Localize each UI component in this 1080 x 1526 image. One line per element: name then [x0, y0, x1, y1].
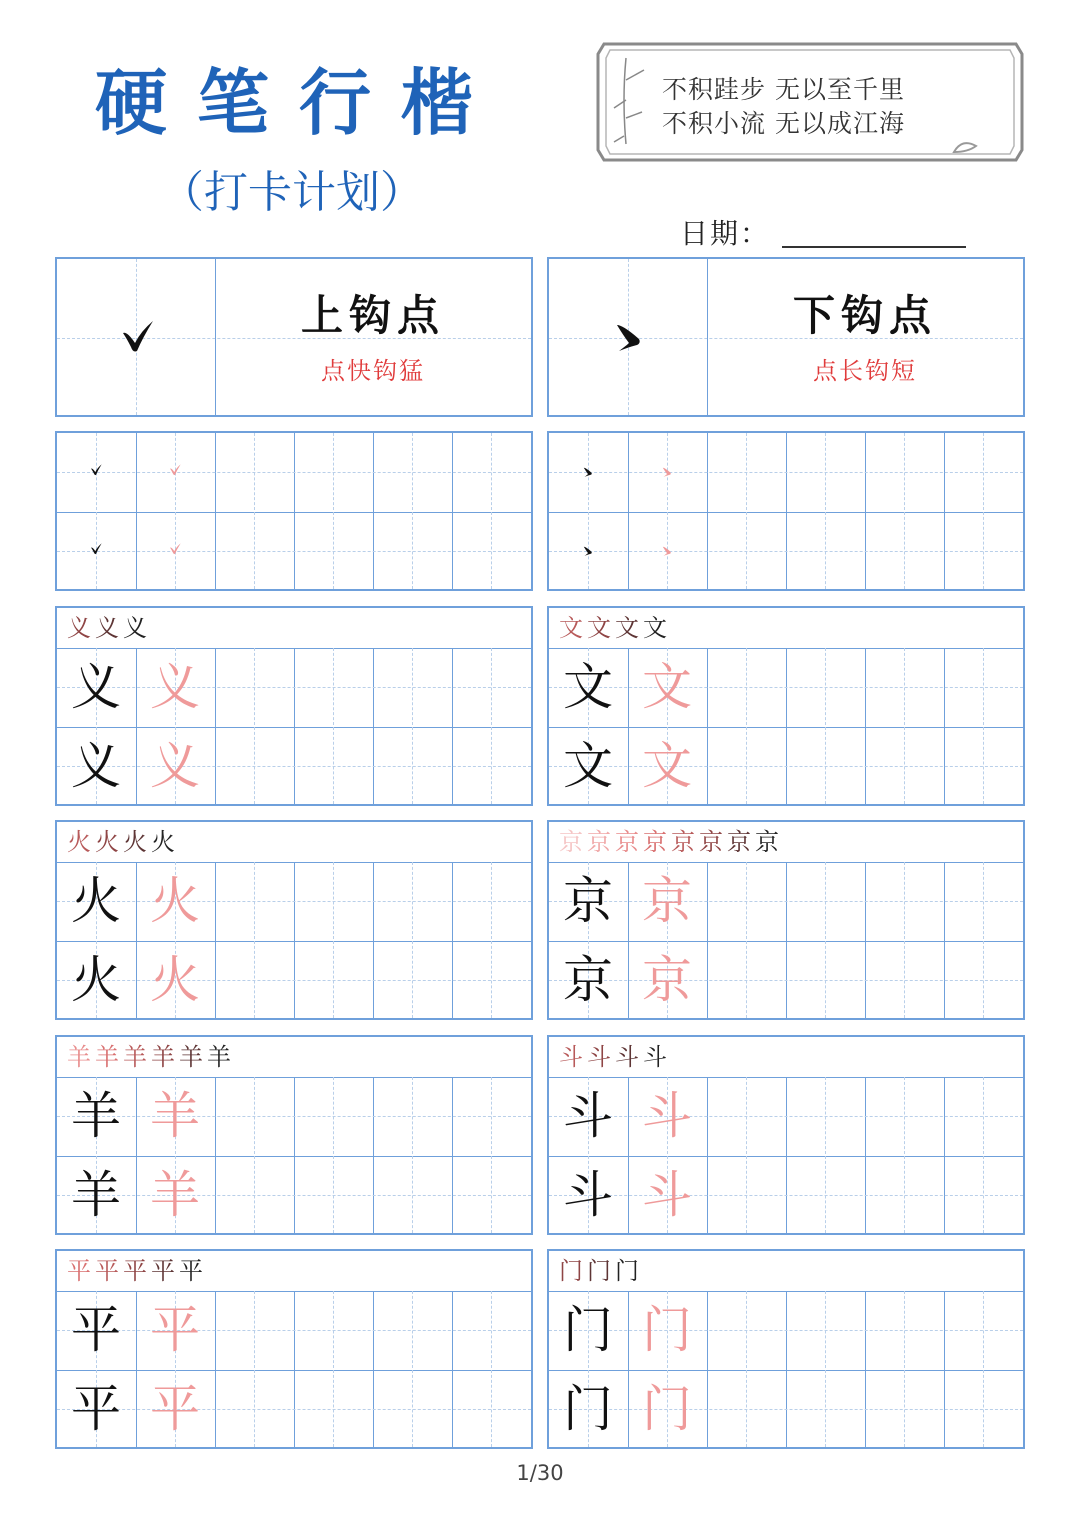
stroke-order-step: 羊: [151, 1043, 175, 1071]
model-character: 斗: [563, 1166, 613, 1224]
character-panel[interactable]: [547, 820, 1025, 1020]
stroke-order-step: 京: [699, 828, 723, 856]
downward-hook-dot-icon: [581, 544, 595, 558]
character-panel[interactable]: [55, 1035, 533, 1235]
downward-hook-dot-icon: [660, 465, 674, 479]
stroke-order-step: 平: [151, 1257, 175, 1285]
stroke-order-step: 京: [643, 828, 667, 856]
stroke-tip: 点长钩短: [813, 357, 917, 385]
model-character: 羊: [71, 1087, 121, 1145]
stroke-order-step: 斗: [587, 1043, 611, 1071]
stroke-order-step: 京: [755, 828, 779, 856]
trace-character[interactable]: 义: [150, 658, 200, 716]
stroke-order-step: 斗: [615, 1043, 639, 1071]
trace-character[interactable]: 京: [642, 872, 692, 930]
stroke-order-step: 义: [123, 614, 147, 642]
trace-character[interactable]: 平: [150, 1301, 200, 1359]
trace-character[interactable]: 火: [150, 951, 200, 1009]
stroke-order-sequence: [559, 1255, 643, 1287]
trace-character[interactable]: 门: [642, 1380, 692, 1438]
trace-character[interactable]: 京: [642, 951, 692, 1009]
page-subtitle: （打卡计划）: [160, 167, 424, 218]
model-character: 门: [563, 1380, 613, 1438]
character-panel[interactable]: [547, 1035, 1025, 1235]
model-character: 京: [563, 872, 613, 930]
model-character: 京: [563, 951, 613, 1009]
page-title: 硬笔行楷: [95, 60, 504, 145]
stroke-order-sequence: [67, 1255, 207, 1287]
model-character: 火: [71, 872, 121, 930]
trace-character[interactable]: 斗: [642, 1166, 692, 1224]
stroke-order-sequence: [67, 1041, 235, 1073]
quote-line-2: 不积小流 无以成江海: [662, 109, 905, 138]
stroke-order-step: 火: [95, 828, 119, 856]
trace-character[interactable]: 火: [150, 872, 200, 930]
trace-character[interactable]: 门: [642, 1301, 692, 1359]
stroke-order-step: 文: [587, 614, 611, 642]
model-character: 平: [71, 1380, 121, 1438]
stroke-order-step: 平: [95, 1257, 119, 1285]
stroke-practice-grid-right[interactable]: [547, 431, 1025, 591]
downward-hook-dot-icon: [581, 465, 595, 479]
trace-character[interactable]: 羊: [150, 1166, 200, 1224]
stroke-order-sequence: [559, 612, 671, 644]
downward-hook-dot-icon: [660, 544, 674, 558]
character-panel[interactable]: [547, 1249, 1025, 1449]
trace-character[interactable]: 羊: [150, 1087, 200, 1145]
stroke-order-step: 文: [615, 614, 639, 642]
model-character: 文: [563, 737, 613, 795]
trace-character[interactable]: 文: [642, 737, 692, 795]
model-character: 义: [71, 658, 121, 716]
character-panel[interactable]: [55, 606, 533, 806]
stroke-order-step: 火: [67, 828, 91, 856]
page-number: 1/30: [516, 1461, 564, 1485]
stroke-order-step: 京: [559, 828, 583, 856]
date-input-line[interactable]: [782, 246, 966, 248]
stroke-order-step: 火: [123, 828, 147, 856]
stroke-order-step: 门: [615, 1257, 639, 1285]
stroke-order-step: 京: [587, 828, 611, 856]
stroke-order-step: 京: [615, 828, 639, 856]
stroke-order-step: 斗: [559, 1043, 583, 1071]
stroke-order-step: 羊: [123, 1043, 147, 1071]
model-character: 文: [563, 658, 613, 716]
quote-line-1: 不积跬步 无以至千里: [662, 75, 905, 104]
stroke-order-sequence: [67, 612, 151, 644]
character-panel[interactable]: [55, 1249, 533, 1449]
stroke-practice-grid-left[interactable]: [55, 431, 533, 591]
stroke-order-step: 斗: [643, 1043, 667, 1071]
model-character: 义: [71, 737, 121, 795]
model-character: 斗: [563, 1087, 613, 1145]
date-label: 日期：: [680, 217, 771, 250]
stroke-name: 下钩点: [792, 291, 937, 340]
stroke-order-step: 门: [559, 1257, 583, 1285]
character-panel[interactable]: [547, 606, 1025, 806]
model-character: 平: [71, 1301, 121, 1359]
stroke-order-sequence: [559, 1041, 671, 1073]
stroke-order-step: 羊: [95, 1043, 119, 1071]
stroke-order-step: 义: [95, 614, 119, 642]
stroke-name: 上钩点: [300, 291, 445, 340]
upward-hook-dot-icon: [168, 463, 182, 477]
upward-hook-dot-icon: [89, 463, 103, 477]
stroke-panel-downward-hook-dot: [547, 257, 1025, 417]
stroke-order-step: 火: [151, 828, 175, 856]
upward-hook-dot-icon: [89, 542, 103, 556]
stroke-order-sequence: [559, 826, 783, 858]
stroke-order-step: 京: [727, 828, 751, 856]
trace-character[interactable]: 义: [150, 737, 200, 795]
upward-hook-dot-icon: [119, 317, 155, 357]
stroke-order-step: 门: [587, 1257, 611, 1285]
stroke-order-step: 平: [67, 1257, 91, 1285]
character-panel[interactable]: [55, 820, 533, 1020]
model-character: 门: [563, 1301, 613, 1359]
stroke-order-step: 平: [123, 1257, 147, 1285]
stroke-panel-upward-hook-dot: [55, 257, 533, 417]
stroke-tip: 点快钩猛: [321, 357, 425, 385]
stroke-order-step: 文: [559, 614, 583, 642]
model-character: 火: [71, 951, 121, 1009]
stroke-order-step: 羊: [67, 1043, 91, 1071]
stroke-order-step: 京: [671, 828, 695, 856]
quote-box: [596, 40, 1024, 164]
stroke-order-step: 平: [179, 1257, 203, 1285]
model-character: 羊: [71, 1166, 121, 1224]
stroke-order-sequence: [67, 826, 179, 858]
trace-character[interactable]: 斗: [642, 1087, 692, 1145]
trace-character[interactable]: 文: [642, 658, 692, 716]
stroke-order-step: 义: [67, 614, 91, 642]
trace-character[interactable]: 平: [150, 1380, 200, 1438]
downward-hook-dot-icon: [611, 317, 647, 357]
stroke-order-step: 羊: [179, 1043, 203, 1071]
stroke-order-step: 文: [643, 614, 667, 642]
stroke-order-step: 羊: [207, 1043, 231, 1071]
upward-hook-dot-icon: [168, 542, 182, 556]
